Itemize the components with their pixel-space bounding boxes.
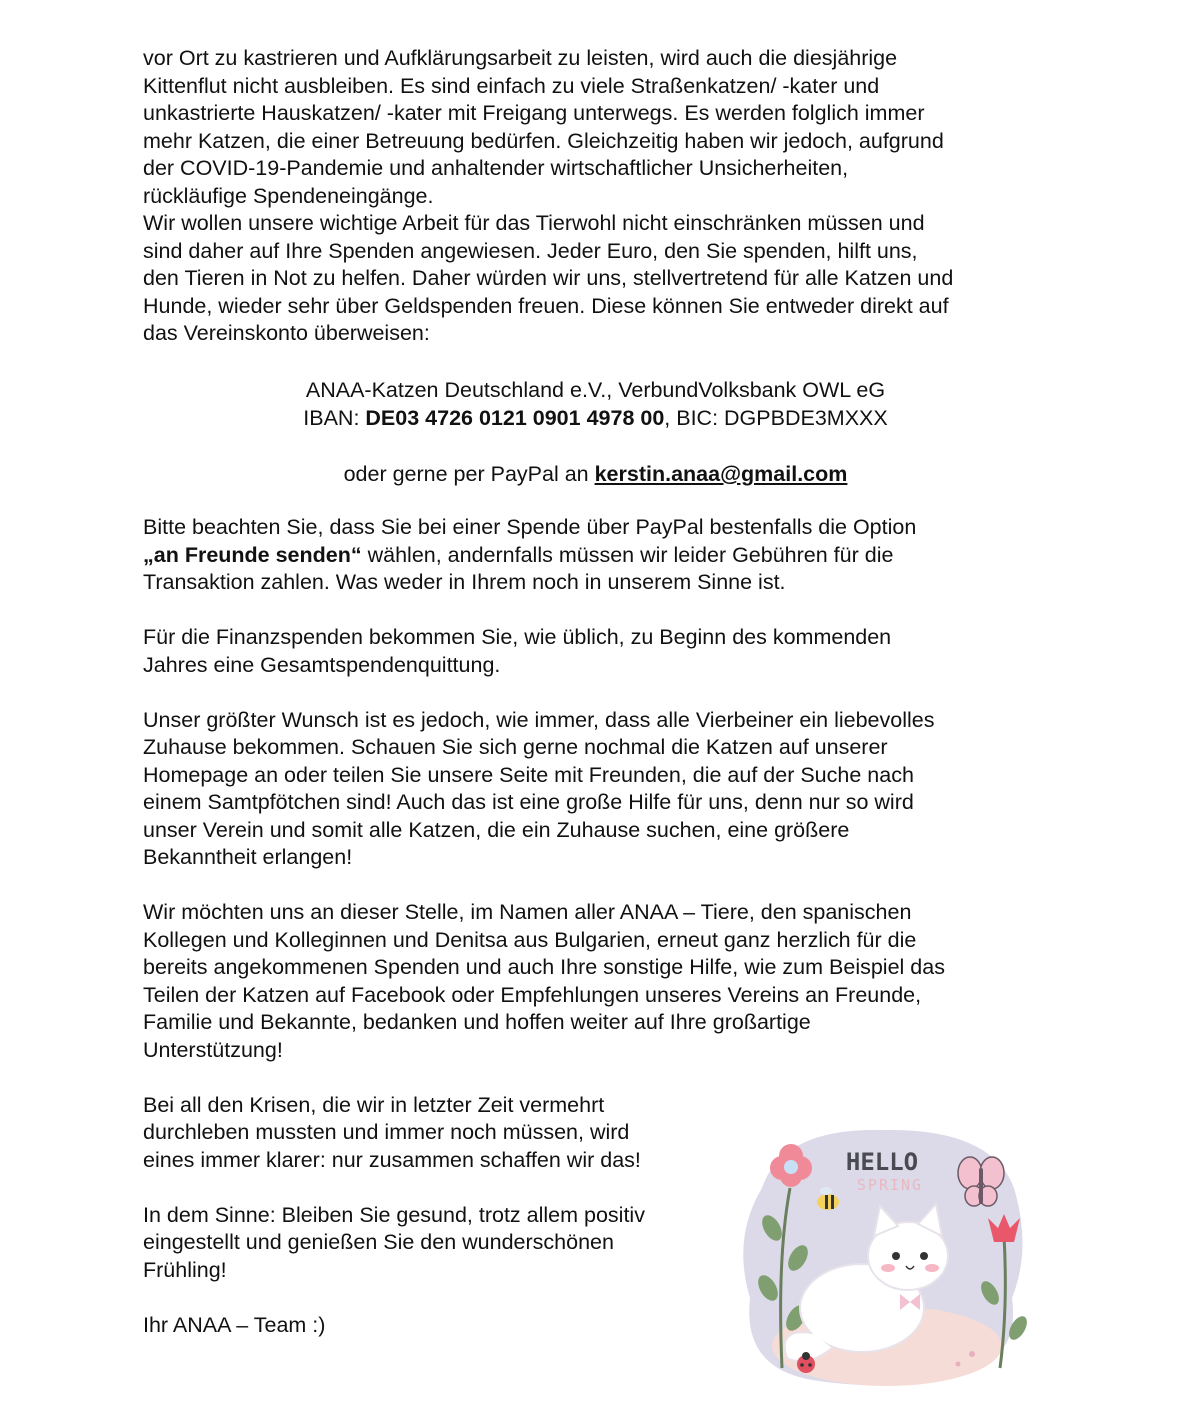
iban-label: IBAN: [303, 406, 366, 430]
receipt-paragraph [143, 624, 1073, 679]
paypal-note-line [143, 542, 1073, 570]
paypal-note-text: wählen, andernfalls müssen wir leider Gebühren für die [361, 542, 894, 567]
wish-paragraph [143, 707, 1073, 872]
thanks-line: Teilen der Katzen auf Facebook oder Empfehlungen unseres Vereins an Freunde, [143, 982, 922, 1007]
intro-line: der COVID-19-Pandemie und anhaltender wirtschaftlicher Unsicherheiten, [143, 156, 849, 180]
wish-line: Bekanntheit erlangen! [143, 845, 353, 869]
paypal-note-paragraph [143, 514, 1073, 597]
dot-decoration [969, 1351, 975, 1357]
thanks-line: Familie und Bekannte, bedanken und hoffen weiter auf Ihre großartige [143, 1010, 811, 1034]
crisis-line: durchleben mussten und immer noch müssen, wird [143, 1120, 630, 1144]
paypal-note-line: Transaktion zahlen. Was weder in Ihrem noch in unserem Sinne ist. [143, 570, 786, 594]
receipt-line: Für die Finanzspenden bekommen Sie, wie üblich, zu Beginn des kommenden [143, 625, 892, 649]
intro-line: mehr Katzen, die einer Betreuung bedürfen. Gleichzeitig haben wir jedoch, aufgrund [143, 128, 944, 153]
paypal-option-label: „an Freunde senden“ [143, 542, 362, 567]
closing-line: In dem Sinne: Bleiben Sie gesund, trotz allem positiv [143, 1202, 645, 1227]
receipt-line: Jahres eine Gesamtspendenquittung. [143, 652, 501, 677]
paypal-note-line: Bitte beachten Sie, dass Sie bei einer Spende über PayPal bestenfalls die Option [143, 515, 917, 539]
wish-line: Unser größter Wunsch ist es jedoch, wie immer, dass alle Vierbeiner ein liebevolles [143, 707, 935, 732]
wish-line: einem Samtpfötchen sind! Auch das ist eine große Hilfe für uns, denn nur so wird [143, 790, 914, 814]
bank-details [143, 376, 1048, 432]
intro-line: Kittenflut nicht ausbleiben. Es sind einfach zu viele Straßenkatzen/ -kater und [143, 73, 880, 98]
signature: Ihr ANAA – Team :) [143, 1312, 326, 1337]
bic-value: , BIC: DGPBDE3MXXX [664, 406, 888, 430]
wish-line: Homepage an oder teilen Sie unsere Seite mit Freunden, die auf der Suche nach [143, 762, 914, 787]
wish-line: Zuhause bekommen. Schauen Sie sich gerne nochmal die Katzen auf unserer [143, 735, 888, 759]
intro-line: den Tieren in Not zu helfen. Daher würden wir uns, stellvertretend für alle Katzen und [143, 266, 954, 290]
illustration-svg [722, 1118, 1042, 1396]
intro-line: Wir wollen unsere wichtige Arbeit für das Tierwohl nicht einschränken müssen und [143, 211, 925, 235]
wish-line: unser Verein und somit alle Katzen, die ein Zuhause suchen, eine größere [143, 817, 850, 842]
dot-decoration [956, 1362, 961, 1367]
thanks-line: bereits angekommenen Spenden und auch Ihre sonstige Hilfe, wie zum Beispiel das [143, 955, 945, 979]
intro-line: Hunde, wieder sehr über Geldspenden freuen. Diese können Sie entweder direkt auf [143, 293, 949, 318]
thanks-paragraph [143, 899, 1073, 1064]
intro-paragraph [143, 45, 1063, 348]
crisis-line: eines immer klarer: nur zusammen schaffen wir das! [143, 1147, 641, 1172]
intro-line: sind daher auf Ihre Spenden angewiesen. Jeder Euro, den Sie spenden, hilft uns, [143, 238, 918, 263]
closing-line: Frühling! [143, 1257, 227, 1282]
hello-text: HELLO [845, 1148, 919, 1176]
iban-value: DE03 4726 0121 0901 4978 00 [365, 406, 665, 430]
intro-line: vor Ort zu kastrieren und Aufklärungsarbeit zu leisten, wird auch die diesjährige [143, 46, 898, 70]
cat-spring-illustration [722, 1118, 1042, 1396]
spring-text: SPRING [856, 1176, 924, 1194]
bank-name: ANAA-Katzen Deutschland e.V., VerbundVolksbank OWL eG [305, 378, 886, 402]
iban-line [143, 404, 1048, 432]
thanks-line: Wir möchten uns an dieser Stelle, im Namen aller ANAA – Tiere, den spanischen [143, 900, 912, 924]
intro-line: unkastrierte Hauskatzen/ -kater mit Freigang unterwegs. Es werden folglich immer [143, 101, 925, 125]
intro-line: rückläufige Spendeneingänge. [143, 183, 434, 208]
paypal-line [143, 460, 1048, 488]
paypal-prefix: oder gerne per PayPal an [343, 462, 595, 486]
crisis-line: Bei all den Krisen, die wir in letzter Zeit vermehrt [143, 1092, 605, 1117]
intro-line: das Vereinskonto überweisen: [143, 321, 430, 345]
paypal-email-link[interactable]: kerstin.anaa@gmail.com [594, 462, 848, 486]
thanks-line: Kollegen und Kolleginnen und Denitsa aus Bulgarien, erneut ganz herzlich für die [143, 927, 917, 952]
closing-line: eingestellt und genießen Sie den wunderschönen [143, 1230, 614, 1254]
thanks-line: Unterstützung! [143, 1037, 283, 1062]
